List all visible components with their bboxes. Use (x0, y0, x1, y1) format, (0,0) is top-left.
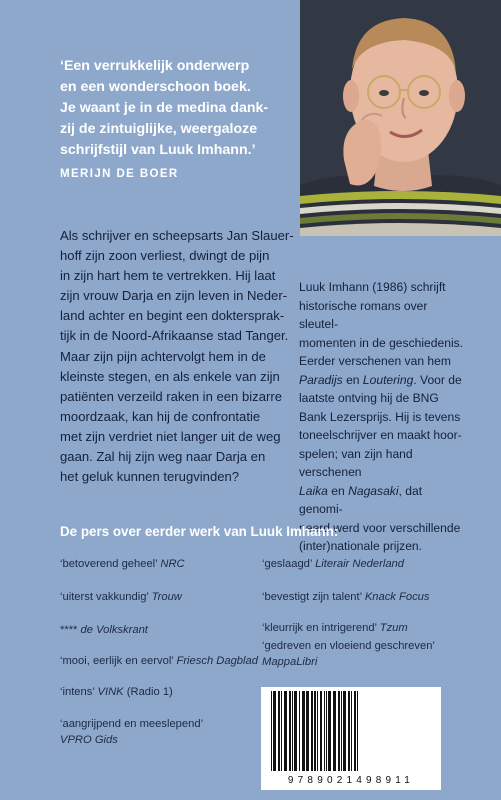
bio-text: , dat genomi- (299, 483, 423, 516)
barcode-bar (294, 691, 297, 771)
barcode-bar (333, 691, 336, 771)
author-portrait-illustration (300, 0, 501, 236)
barcode-bars (261, 691, 441, 777)
review-quote-text: ‘mooi, eerlijk en eervol’ (60, 655, 177, 667)
barcode-bar (302, 691, 305, 771)
quote-line: ‘Een verrukkelijk onderwerp (60, 58, 250, 74)
barcode-bar (278, 691, 280, 771)
barcode-bar (281, 691, 282, 771)
press-review (262, 638, 435, 670)
review-quote-text: ‘intens’ (60, 686, 98, 698)
barcode-bar (341, 691, 342, 771)
bio-line: Luuk Imhann (1986) schrijft (299, 280, 446, 294)
bio-line: toneelschrijver en maakt hoor- (299, 428, 462, 442)
press-review (60, 622, 148, 638)
bio-line: Eerder verschenen van hem (299, 354, 451, 368)
quote-author: MERIJN DE BOER (60, 168, 179, 180)
author-photo (300, 0, 501, 236)
isbn-barcode (261, 687, 441, 790)
blurb-line: het geluk kunnen terugvinden? (60, 469, 240, 485)
quote-line: schrijfstijl van Luuk Imhann.’ (60, 142, 256, 158)
bio-line: Bank Lezersprijs. Hij is tevens (299, 409, 461, 424)
blurb-line: in zijn hart hem te vertrekken. Hij laat (60, 268, 276, 284)
barcode-bar (324, 691, 325, 771)
barcode-bar (284, 691, 287, 771)
review-quote-text: ‘geslaagd’ (262, 558, 316, 570)
press-review (60, 684, 173, 700)
review-source: Trouw (151, 591, 182, 603)
blurb-line: patiënten verzeild raken in een bizarre (60, 388, 282, 404)
barcode-bar (328, 691, 331, 771)
review-source: Knack Focus (364, 591, 430, 603)
review-source: Literair Nederland (315, 558, 405, 570)
book-title: Laika (299, 483, 328, 498)
review-suffix: (Radio 1) (123, 686, 173, 698)
blurb-line: kleinste stegen, en als enkele van zijn (60, 368, 280, 384)
book-title: Loutering (362, 372, 414, 387)
barcode-bar (351, 691, 352, 771)
review-source: Tzum (379, 622, 408, 634)
book-blurb (60, 226, 296, 487)
bio-line (299, 482, 469, 519)
blurb-line: tijk in de Noord-Afrikaanse stad Tanger. (60, 328, 289, 344)
bio-text: en (342, 372, 363, 387)
bio-line: momenten in de geschiedenis. (299, 335, 464, 350)
review-source: NRC (160, 558, 185, 570)
bio-line: spelen; van zijn hand verschenen (299, 446, 413, 479)
barcode-bar (289, 691, 291, 771)
press-review (60, 716, 203, 748)
review-source: VINK (97, 686, 124, 698)
press-review (262, 620, 408, 636)
review-source: VPRO Gids (60, 734, 118, 746)
barcode-bar (338, 691, 340, 771)
bio-text: . Voor de (413, 372, 462, 387)
barcode-bar (311, 691, 313, 771)
book-title: Nagasaki (348, 483, 399, 498)
barcode-bar (306, 691, 309, 771)
blurb-line: Als schrijver en scheepsarts Jan Slauer- (60, 228, 294, 243)
press-review (60, 556, 185, 572)
review-quote-text: ‘kleurrijk en intrigerend’ (262, 622, 380, 634)
review-quote-text: ‘uiterst vakkundig’ (60, 591, 152, 603)
barcode-bar (348, 691, 350, 771)
blurb-line: zijn vrouw Darja en zijn leven in Neder- (60, 288, 288, 304)
blurb-line: moordzaak, kan hij de confrontatie (60, 408, 261, 424)
press-heading: De pers over eerder werk van Luuk Imhann: (60, 524, 339, 539)
barcode-bar (320, 691, 322, 771)
barcode-bar (314, 691, 316, 771)
barcode-bar (317, 691, 318, 771)
blurb-line: hoff zijn zoon verliest, dwingt de pijn (60, 248, 270, 264)
barcode-bar (273, 691, 276, 771)
review-source: MappaLibri (262, 656, 318, 668)
barcode-bar (354, 691, 356, 771)
press-review (60, 653, 258, 669)
review-quote-text: ‘bevestigt zijn talent’ (262, 591, 365, 603)
press-review (262, 589, 429, 605)
quote-line: Je waant je in de medina dank- (60, 100, 269, 116)
quote-line: zij de zintuiglijke, weergaloze (60, 121, 258, 137)
review-quote (60, 56, 292, 161)
review-quote-text: ‘aangrijpend en meeslepend’ (60, 718, 204, 730)
press-review (60, 589, 182, 605)
blurb-line: land achter en begint een doktersprak- (60, 308, 285, 324)
review-source: Friesch Dagblad (176, 655, 258, 667)
bio-line (299, 371, 469, 390)
blurb-line: Maar zijn pijn achtervolgt hem in de (60, 348, 266, 364)
blurb-line: met zijn verdriet niet langer uit de weg (60, 428, 281, 444)
bio-text: en (327, 483, 349, 498)
blurb-line: gaan. Zal hij zijn weg naar Darja en (60, 449, 266, 465)
barcode-bar (299, 691, 300, 771)
bio-line: historische romans over sleutel- (299, 298, 428, 331)
barcode-bar (271, 691, 272, 771)
isbn-number: 9789021498911 (287, 775, 415, 786)
barcode-bar (343, 691, 346, 771)
bio-line: (inter)nationale prijzen. (299, 539, 423, 553)
review-source: de Volkskrant (80, 624, 148, 636)
barcode-bar (292, 691, 293, 771)
bio-line: laatste ontving hij de BNG (299, 391, 439, 405)
barcode-bar (326, 691, 327, 771)
review-quote-text: ‘gedreven en vloeiend geschreven’ (262, 640, 435, 652)
book-title: Paradijs (299, 372, 343, 387)
press-review (262, 556, 404, 572)
barcode-bar (357, 691, 358, 771)
bio-line: neerd werd voor verschillende (299, 520, 461, 535)
review-quote-text: **** (60, 624, 81, 636)
quote-line: en een wonderschoon boek. (60, 79, 251, 95)
author-bio (299, 278, 469, 556)
review-quote-text: ‘betoverend geheel’ (60, 558, 161, 570)
